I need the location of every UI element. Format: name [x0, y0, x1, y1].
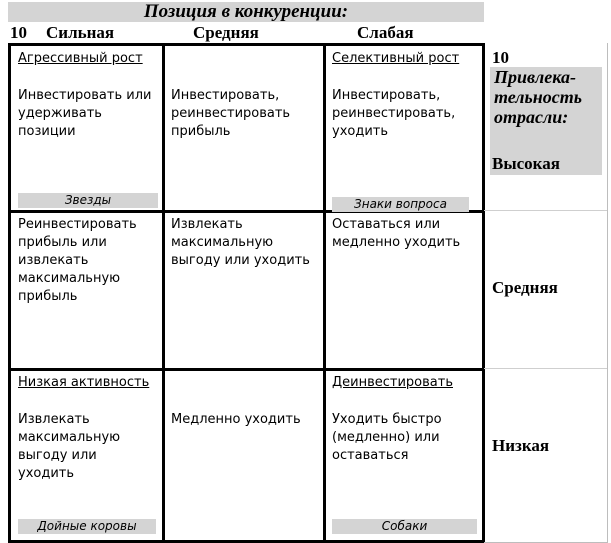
- cell-body: Инвестировать, реинвестировать прибыль: [171, 88, 291, 139]
- quadrant-tag-cash-cows: Дойные коровы: [18, 519, 156, 534]
- column-header-weak: Слабая: [357, 23, 414, 42]
- grid-divider-vertical-2: [323, 46, 326, 540]
- row-label-medium: Средняя: [492, 278, 558, 297]
- panel-divider: [484, 210, 607, 211]
- cell-strong-low: [18, 374, 160, 538]
- cell-body: Оставаться или медленно уходить: [332, 217, 461, 250]
- cell-title: Деинвестировать: [332, 375, 453, 390]
- diagram-title: Позиция в конкуренции:: [143, 1, 349, 22]
- cell-title: Агрессивный рост: [18, 51, 143, 66]
- cell-title: Селективный рост: [332, 51, 460, 66]
- cell-medium-low: [171, 374, 321, 538]
- strategy-matrix: [8, 43, 485, 543]
- row-label-low: Низкая: [492, 436, 550, 455]
- cell-body: Уходить быстро (медленно) или оставаться: [332, 412, 442, 463]
- column-header-strong: Сильная: [46, 23, 115, 42]
- panel-divider: [484, 368, 607, 369]
- industry-attractiveness-panel: [484, 43, 608, 543]
- cell-strong-medium: [18, 216, 160, 366]
- grid-divider-horizontal-2: [11, 368, 482, 371]
- cell-title: Низкая активность: [18, 375, 150, 390]
- quadrant-tag-question-marks: Знаки вопроса: [332, 197, 469, 212]
- cell-strong-high: [18, 50, 160, 210]
- row-axis-label: Привлека- тельность отрасли:: [494, 67, 582, 127]
- cell-medium-medium: [171, 216, 321, 366]
- cell-body: Инвестировать, реинвестировать, уходить: [332, 88, 456, 139]
- column-header-medium: Средняя: [193, 23, 259, 42]
- cell-body: Извлекать максимальную выгоду или уходить: [171, 217, 310, 268]
- cell-medium-high: [171, 50, 321, 210]
- title-banner: [8, 2, 484, 22]
- cell-body: Медленно уходить: [171, 412, 301, 427]
- quadrant-tag-dogs: Собаки: [332, 519, 477, 534]
- cell-weak-medium: [332, 216, 478, 366]
- cell-body: Инвестировать или удерживать позиции: [18, 88, 152, 139]
- cell-weak-low: [332, 374, 478, 538]
- row-label-high: Высокая: [492, 154, 560, 173]
- quadrant-tag-stars: Звезды: [18, 193, 158, 208]
- grid-divider-vertical-1: [162, 46, 165, 540]
- column-scale-label: 10: [10, 23, 27, 42]
- cell-body: Извлекать максимальную выгоду или уходить: [18, 412, 121, 481]
- cell-body: Реинвестировать прибыль или извлекать максимальную прибыль: [18, 217, 137, 304]
- cell-weak-high: [332, 50, 478, 210]
- row-scale-label: 10: [492, 48, 509, 67]
